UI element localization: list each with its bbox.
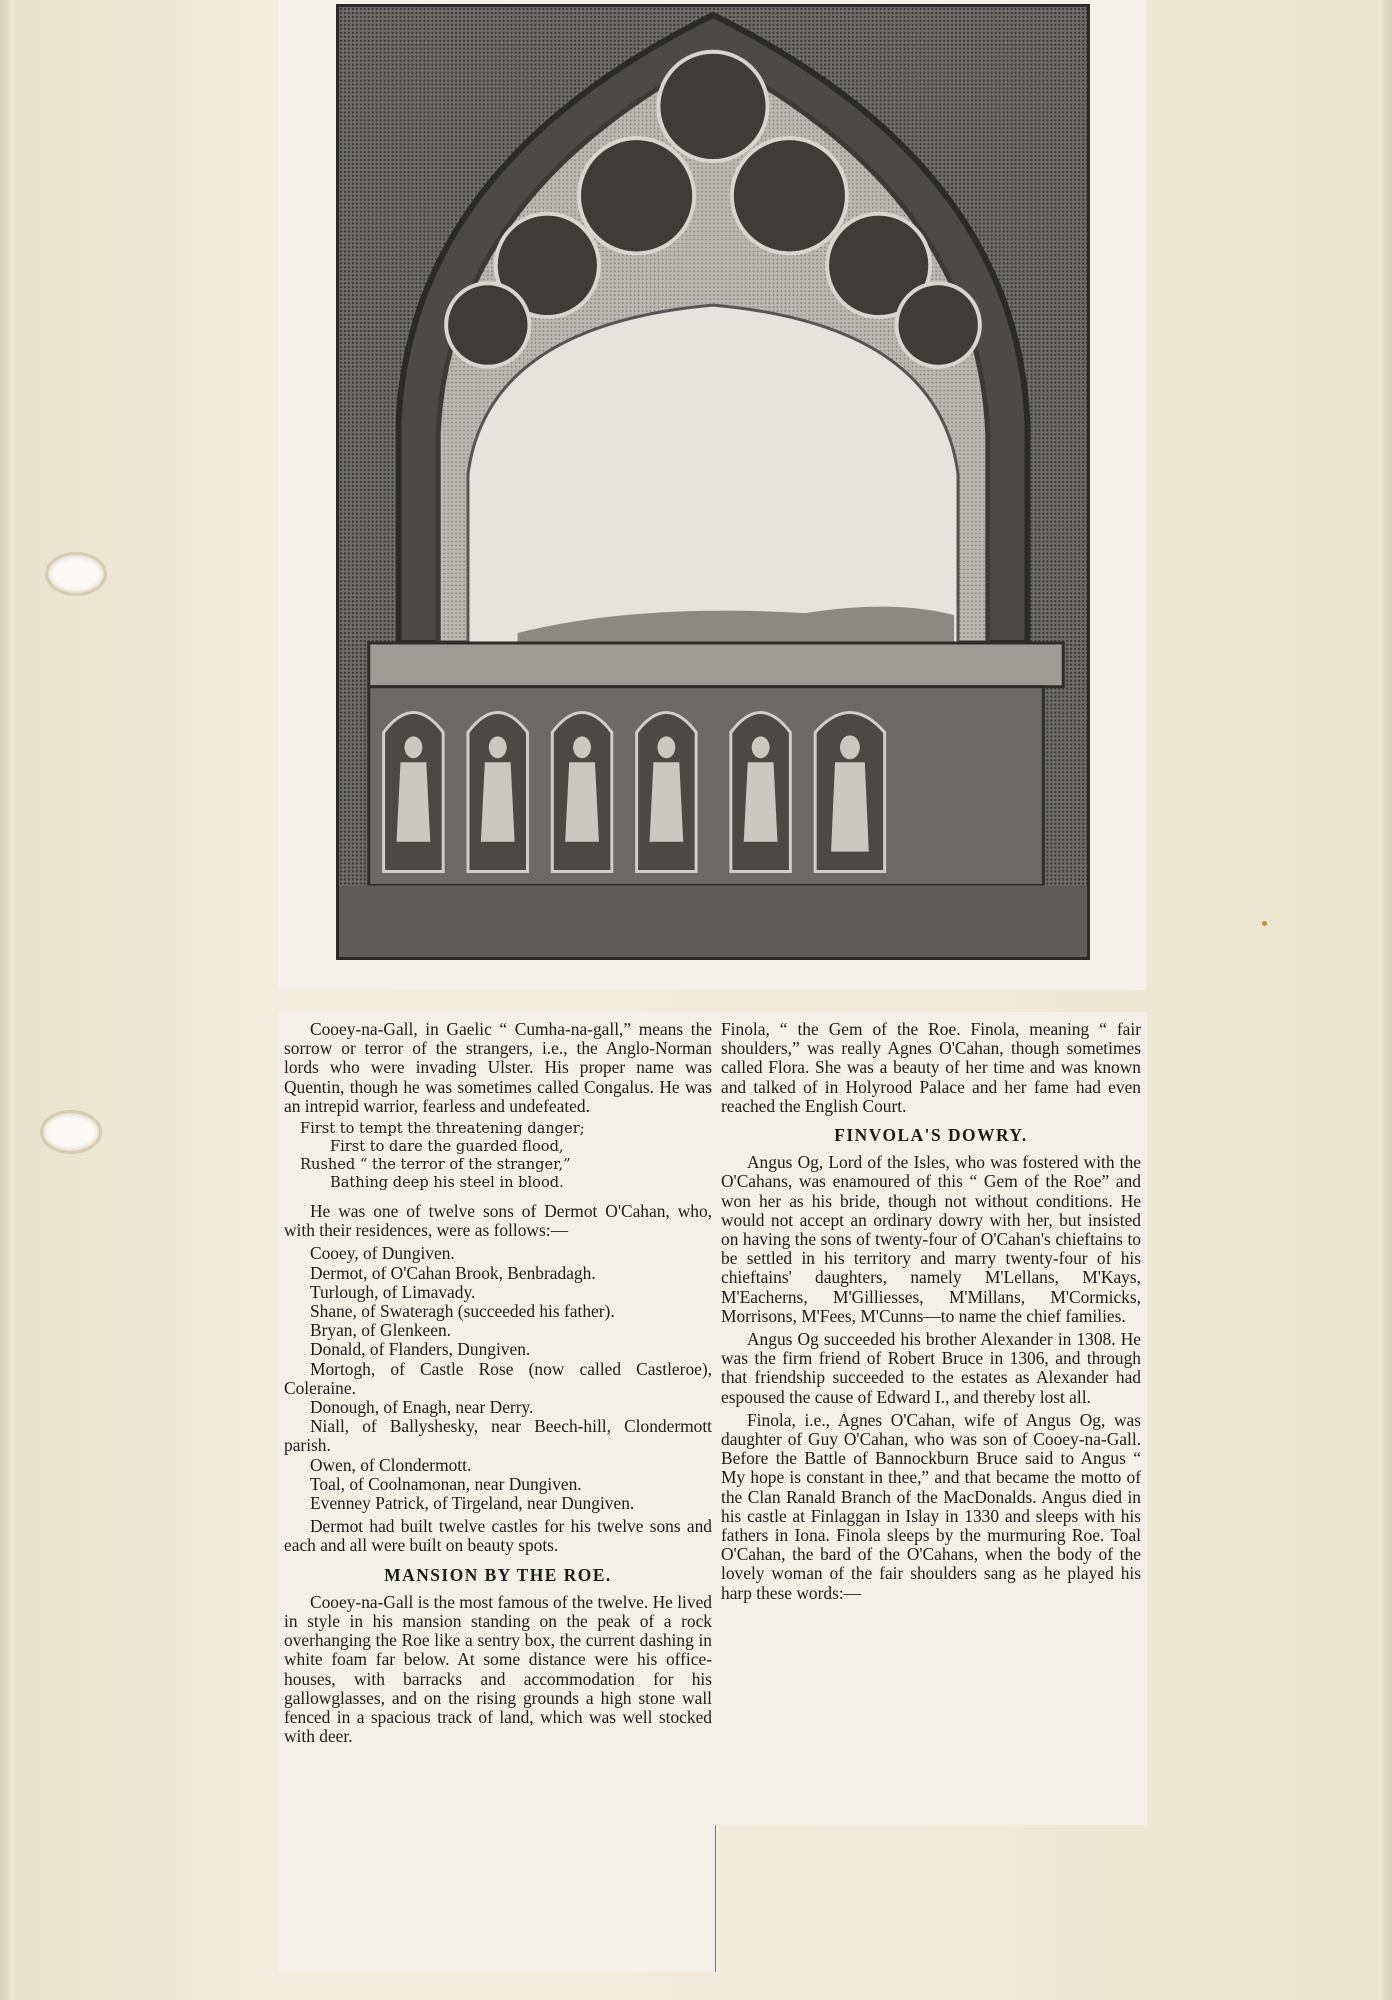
paper-speck [1262, 921, 1267, 926]
dowry-paragraph: Angus Og, Lord of the Isles, who was fostered with the O'Cahans, was enamoured of this “ Gem of the Roe” and won her as his bride, though not without conditions. He would not accept an ordinary dowry with her, but insisted on having the sons of twenty-four of O'Cahan's chieftains to be settled in his territory and marry twenty-four of his chieftains' daughters, namely M'Lellans, M'Kays, M'Eacherns, M'Gilliesses, M'Millans, M'Cormicks, Morrisons, M'Fees, M'Cunns—to name the chief families. [721, 1152, 1141, 1326]
intro-paragraph: Cooey-na-Gall, in Gaelic “ Cumha-na-gall,” means the sorrow or terror of the strangers, i.e., the Anglo-Norman lords who were invading Ulster. His proper name was Quentin, though he was sometimes called Congalus. He was an intrepid warrior, fearless and undefeated. [284, 1019, 712, 1116]
list-item: Mortogh, of Castle Rose (now called Castleroe), Coleraine. [284, 1358, 712, 1398]
verse-line: Bathing deep his steel in blood. [330, 1174, 564, 1192]
punch-hole [45, 552, 107, 596]
list-item: Shane, of Swateragh (succeeded his father). [310, 1301, 615, 1322]
list-item: Toal, of Coolnamonan, near Dungiven. [310, 1473, 582, 1494]
list-item: Turlough, of Limavady. [310, 1281, 476, 1302]
tomb-photograph [336, 4, 1090, 960]
finola-wife-paragraph: Finola, i.e., Agnes O'Cahan, wife of Angus Og, was daughter of Guy O'Cahan, who was son of Cooey-na-Gall. Before the Battle of Bannockburn Bruce said to Angus “ My hope is constant in thee,” and that became the motto of the Clan Ranald Branch of the MacDonalds. Angus died in his castle at Finlaggan in Islay in 1330 and sleeps with his fathers in Iona. Finola sleeps by the murmuring Roe. Toal O'Cahan, the bard of the O'Cahans, when the body of the lovely woman of the fair shoulders sang as he played his harp these words:— [721, 1409, 1141, 1603]
verse [300, 1120, 712, 1192]
list-item: Dermot, of O'Cahan Brook, Benbradagh. [310, 1262, 596, 1283]
sons-list [284, 1244, 712, 1513]
list-item: Owen, of Clondermott. [310, 1454, 472, 1475]
article-left-column [278, 1012, 718, 1972]
verse-line: First to tempt the threatening danger; [300, 1120, 585, 1138]
section-heading-dowry: FINVOLA'S DOWRY. [834, 1125, 1028, 1146]
page-left-edge [0, 0, 14, 2000]
mansion-paragraph: Cooey-na-Gall is the most famous of the twelve. He lived in style in his mansion standing on the peak of a rock overhanging the Roe like a sentry box, the current dashing in white foam far below. At some distance were his office-houses, with barracks and accommodation for his gallowglasses, and on the rising grounds a high stone wall fenced in a spacious track of land, which was well stocked with deer. [284, 1591, 712, 1747]
verse-line: Rushed “ the terror of the stranger,” [300, 1156, 571, 1174]
carved-tomb-icon [339, 7, 1087, 957]
list-item: Niall, of Ballyshesky, near Beech-hill, Clondermott parish. [284, 1416, 712, 1456]
page-right-edge [1378, 0, 1392, 2000]
list-item: Donald, of Flanders, Dungiven. [310, 1339, 531, 1360]
succession-paragraph: Angus Og succeeded his brother Alexander in 1308. He was the firm friend of Robert Bruce in 1306, and through that friendship succeeded to the estates as Alexander had espoused the cause of Edward I., and thereby lost all. [721, 1329, 1141, 1407]
punch-hole [40, 1110, 102, 1154]
finola-paragraph: Finola, “ the Gem of the Roe. Finola, meaning “ fair shoulders,” was really Agnes O'Cahan, though sometimes called Flora. She was a beauty of her time and was known and talked of in Holyrood Palace and her fame had even reached the English Court. [721, 1019, 1141, 1116]
section-heading-mansion: MANSION BY THE ROE. [384, 1564, 612, 1585]
list-item: Evenney Patrick, of Tirgeland, near Dungiven. [310, 1493, 635, 1514]
list-item: Donough, of Enagh, near Derry. [310, 1397, 534, 1418]
castles-paragraph: Dermot had built twelve castles for his twelve sons and each and all were built on beauty spots. [284, 1516, 712, 1556]
list-item: Cooey, of Dungiven. [310, 1243, 455, 1264]
verse-line: First to dare the guarded flood, [330, 1138, 564, 1156]
article-right-column [715, 1012, 1147, 1825]
list-item: Bryan, of Glenkeen. [310, 1320, 452, 1341]
sons-intro: He was one of twelve sons of Dermot O'Cahan, who, with their residences, were as follows:— [284, 1201, 712, 1241]
